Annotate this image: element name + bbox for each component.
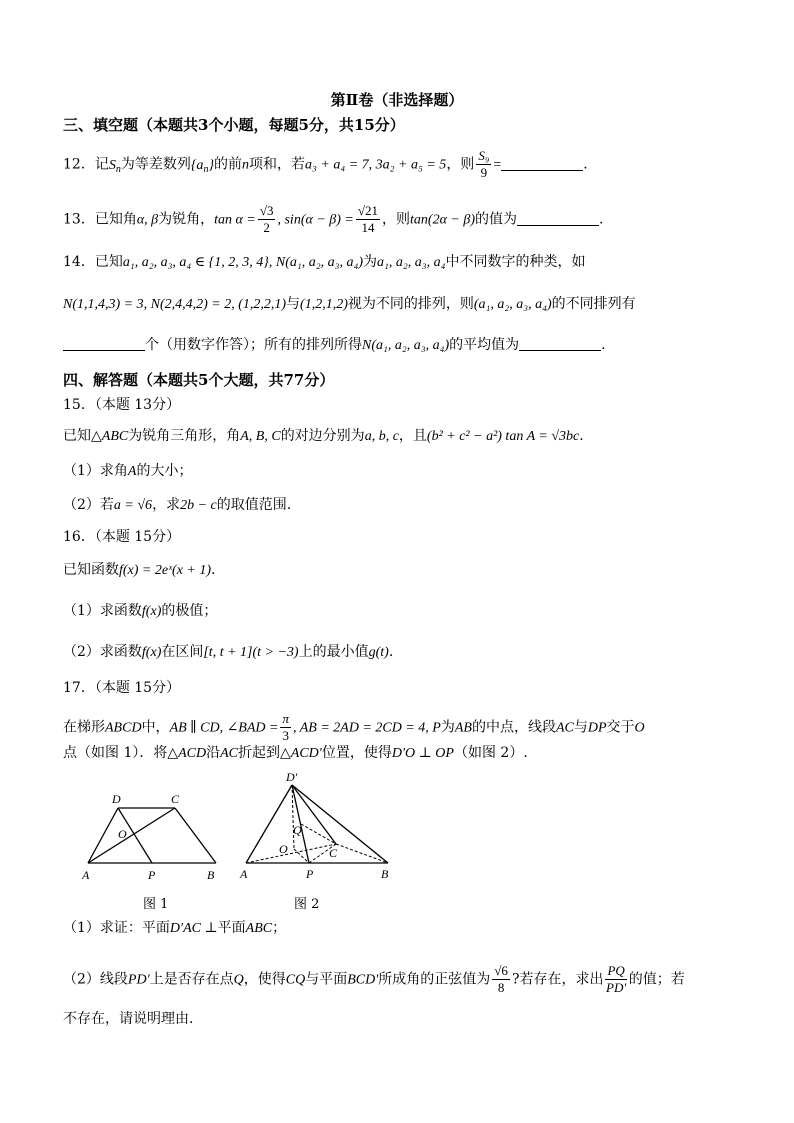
q14-text: 中不同数字的种类，如 xyxy=(445,254,586,270)
section-3-heading: 三、填空题（本题共3个小题，每题5分，共15分） xyxy=(63,116,405,134)
q15-text: （2）若 xyxy=(63,497,114,513)
q16-text: 在区间 xyxy=(161,644,204,660)
q13-answer-blank[interactable] xyxy=(517,213,599,226)
q16-part-1 xyxy=(63,602,217,621)
q16-text: 的极值； xyxy=(161,603,218,619)
q13-sin-fraction xyxy=(356,203,380,236)
q16-heading: 16．（本题 15分） xyxy=(63,529,181,545)
q14-text: 与 xyxy=(286,296,301,312)
q17-parallel: AB ∥ CD, ∠BAD = xyxy=(169,720,279,736)
q15-abc: ABC xyxy=(101,429,129,444)
fig1-label-p: P xyxy=(148,868,156,882)
q17-acd-prime: ACD′ xyxy=(290,746,322,761)
q17-text: 的值；若 xyxy=(628,971,685,988)
q17-cq: CQ xyxy=(285,972,306,988)
fig1-label-a: A xyxy=(82,868,90,882)
question-12 xyxy=(63,148,588,181)
q15-text: ，且 xyxy=(398,428,427,444)
q15-equation: (b² + c² − a²) tan A = √3bc xyxy=(426,429,580,444)
q17-ratio-den: PD′ xyxy=(606,980,627,995)
q15-sides: a, b, c xyxy=(364,429,399,444)
q16-fx: f(x) xyxy=(141,645,162,660)
q17-text: 交于 xyxy=(606,719,635,736)
q17-text: 沿 xyxy=(206,745,221,761)
question-14-line-2 xyxy=(63,295,636,314)
q17-ab: AB xyxy=(454,720,472,736)
q17-text: ； xyxy=(272,920,287,936)
q17-part-1 xyxy=(63,919,286,938)
q14-examples: N(1,1,4,3) = 3, N(2,4,4,2) = 2, (1,2,2,1) xyxy=(63,297,287,312)
q16-interval: [t, t + 1](t > −3) xyxy=(203,645,299,660)
q13-sin-num: √21 xyxy=(357,203,379,218)
q17-line-2 xyxy=(63,744,528,763)
q13-text: 的值为 xyxy=(475,211,517,228)
fig2-label-q: Q xyxy=(293,823,302,837)
q14-answer-blank-1[interactable] xyxy=(63,338,145,351)
q14-end: . xyxy=(601,337,606,353)
q16-text: 已知函数 xyxy=(63,562,119,578)
q17-plane-abc: ABC xyxy=(245,921,273,936)
section-4-heading: 四、解答题（本题共5个大题，共77分） xyxy=(63,371,335,389)
q12-text: 的前 xyxy=(214,156,243,173)
q16-gt: g(t) xyxy=(368,645,389,660)
q17-ac: AC xyxy=(220,746,239,761)
q14-text: 已知 xyxy=(94,254,123,270)
q17-text: ，使得 xyxy=(243,971,286,988)
fig1-label-d: D xyxy=(112,792,121,806)
fig2-label-p: P xyxy=(306,867,314,881)
q13-tan: tan α = xyxy=(214,212,256,228)
fig1-label-c: C xyxy=(171,792,180,806)
fig2-label-b: B xyxy=(381,867,389,881)
q14-text: 的平均值为 xyxy=(449,337,520,353)
q12-text: 为等差数列 xyxy=(120,156,191,173)
question-14-line-1 xyxy=(63,253,585,272)
q13-tan-den: 2 xyxy=(263,220,270,235)
q17-bcd: BCD′ xyxy=(347,972,379,988)
q16-end: . xyxy=(211,562,216,578)
q14-answer-blank-2[interactable] xyxy=(519,338,601,351)
fig2-label-o: O xyxy=(279,842,288,856)
q17-ratio-num: PQ xyxy=(607,963,625,978)
q13-sin: , sin(α − β) = xyxy=(277,212,354,228)
q14-example: (1,2,1,2) xyxy=(300,297,348,312)
q15-text: 已知△ xyxy=(63,428,102,444)
q16-text: （1）求函数 xyxy=(63,603,142,619)
q13-text: ，则 xyxy=(382,211,411,228)
q14-vars: a₁, a₂, a₃, a₄ xyxy=(377,255,446,270)
q12-answer-blank[interactable] xyxy=(501,158,583,171)
q15-expr: 2b − c xyxy=(180,498,217,513)
q17-text: 与 xyxy=(573,719,588,736)
q12-eq: = xyxy=(493,157,502,173)
q13-number: 13． xyxy=(63,211,95,228)
q15-end: . xyxy=(579,428,584,444)
q13-sin-den: 14 xyxy=(361,220,375,235)
q17-pd: PD′ xyxy=(127,972,150,988)
q17-pi: π xyxy=(282,711,289,726)
q14-N: N(a₁, a₂, a₃, a₄) xyxy=(362,338,450,353)
q14-text: 的不同排列有 xyxy=(551,296,636,312)
q15-text: 为锐角三角形，角 xyxy=(128,428,241,444)
figure-2-caption: 图 2 xyxy=(294,897,320,912)
figure-1-trapezoid xyxy=(78,788,228,888)
q13-text: 已知角 xyxy=(94,211,137,228)
q15-part-1 xyxy=(63,462,192,481)
q17-text: 中， xyxy=(141,719,170,736)
q14-number: 14． xyxy=(63,254,95,270)
q12-text: 记 xyxy=(94,156,109,173)
q13-expr: tan(2α − β) xyxy=(410,212,475,228)
q12-frac-num: S₉ xyxy=(478,148,490,163)
page-title: 第Ⅱ卷（非选择题） xyxy=(330,91,464,109)
q16-stem xyxy=(63,561,215,580)
q13-tan-num: √3 xyxy=(259,203,274,218)
q16-part-2 xyxy=(63,643,393,662)
question-13 xyxy=(63,203,603,236)
q15-text: 的对边分别为 xyxy=(280,428,365,444)
q17-plane: D′AC ⊥ xyxy=(169,921,218,936)
q17-three: 3 xyxy=(282,728,289,743)
q17-part-2 xyxy=(63,963,685,996)
q17-dp: DP xyxy=(587,720,607,736)
q17-acd: ACD xyxy=(178,746,207,761)
q16-text: （2）求函数 xyxy=(63,644,142,660)
q17-ac: AC xyxy=(555,720,574,736)
q17-text: （2）线段 xyxy=(63,971,128,988)
q17-o: O xyxy=(634,720,645,736)
q14-text: 为 xyxy=(363,254,377,270)
q14-text: , xyxy=(268,255,276,270)
q12-text: 项和，若 xyxy=(249,156,306,173)
q17-sine-num: √6 xyxy=(494,963,508,978)
fig1-label-b: B xyxy=(207,868,215,882)
q17-text: 所成角的正弦值为 xyxy=(378,971,491,988)
q15-text: 的大小； xyxy=(136,463,193,479)
q12-number: 12． xyxy=(63,156,95,173)
q17-text: 为 xyxy=(440,719,455,736)
q17-ratio-fraction xyxy=(605,963,626,996)
q12-seq: $\{a_n\}$ xyxy=(190,157,215,175)
q17-lengths: , AB = 2AD = 2CD = 4, P xyxy=(293,720,441,736)
q17-text: 与平面 xyxy=(305,971,348,988)
q16-fx: f(x) xyxy=(141,604,162,619)
fig2-label-d-prime: D′ xyxy=(286,772,298,784)
figure-1-caption: 图 1 xyxy=(143,897,169,912)
q17-heading: 17．（本题 15分） xyxy=(63,680,181,696)
q15-text: ，求 xyxy=(152,497,181,513)
q17-sine-den: 8 xyxy=(497,980,505,995)
q15-stem xyxy=(63,427,584,446)
q17-q: Q xyxy=(233,972,244,988)
q14-text: 个（用数字作答）；所有的排列所得 xyxy=(145,337,362,353)
q17-perp: D′O ⊥ OP xyxy=(391,746,454,761)
q17-angle-fraction xyxy=(280,711,291,744)
q17-sine-fraction xyxy=(492,963,510,996)
q14-N: N(a₁, a₂, a₃, a₄) xyxy=(275,255,363,270)
q13-text: 为锐角， xyxy=(158,211,215,228)
q12-text: ，则 xyxy=(446,156,475,173)
q12-frac-den: 9 xyxy=(480,165,488,180)
q14-set: a₁, a₂, a₃, a₄ ∈ {1, 2, 3, 4} xyxy=(122,255,269,270)
q14-tuple: (a₁, a₂, a₃, a₄) xyxy=(473,297,552,312)
q16-text: 上的最小值 xyxy=(298,644,369,660)
fig2-label-a: A xyxy=(240,867,248,881)
q17-text: 位置，使得 xyxy=(321,745,392,761)
q13-tan-fraction xyxy=(258,203,276,236)
q16-end: . xyxy=(388,644,394,660)
q12-fraction xyxy=(476,148,491,181)
q15-var: A xyxy=(127,464,137,479)
q17-text: 上是否存在点 xyxy=(149,971,234,988)
fig2-label-c: C xyxy=(329,846,338,860)
figure-2-pyramid xyxy=(236,772,401,888)
q17-part-2-cont: 不存在，请说明理由. xyxy=(63,1011,194,1027)
q17-text: （如图 2）. xyxy=(453,745,528,761)
q17-line-1 xyxy=(63,711,645,744)
q15-angles: A, B, C xyxy=(240,429,281,444)
q13-vars: α, β xyxy=(136,212,159,228)
q17-text: 的中点，线段 xyxy=(471,719,556,736)
fig1-label-o: O xyxy=(118,827,127,841)
question-14-line-3 xyxy=(63,336,606,355)
q17-abcd: ABCD xyxy=(105,720,142,736)
q12-n: n xyxy=(242,157,250,173)
q17-text: 在梯形 xyxy=(63,719,105,736)
q12-condition: a₃ + a₄ = 7, 3a₂ + a₅ = 5 xyxy=(305,157,447,173)
q13-end: . xyxy=(599,211,604,228)
q15-text: （1）求角 xyxy=(63,463,128,479)
q12-end: . xyxy=(583,156,588,173)
q15-given: a = √6 xyxy=(113,498,153,513)
q17-text: （1）求证：平面 xyxy=(63,920,170,936)
q15-part-2 xyxy=(63,496,291,515)
q17-text: 点（如图 1）．将△ xyxy=(63,745,179,761)
q17-text: 折起到△ xyxy=(238,745,291,761)
q15-heading: 15．（本题 13分） xyxy=(63,397,181,413)
q12-sn: $S_n$ xyxy=(108,157,121,175)
q17-text: ?若存在，求出 xyxy=(511,971,604,988)
q16-function: f(x) = 2eˣ(x + 1) xyxy=(119,563,212,578)
q15-text: 的取值范围. xyxy=(216,497,292,513)
q17-text: 平面 xyxy=(217,920,246,936)
q14-text: 视为不同的排列，则 xyxy=(347,296,474,312)
